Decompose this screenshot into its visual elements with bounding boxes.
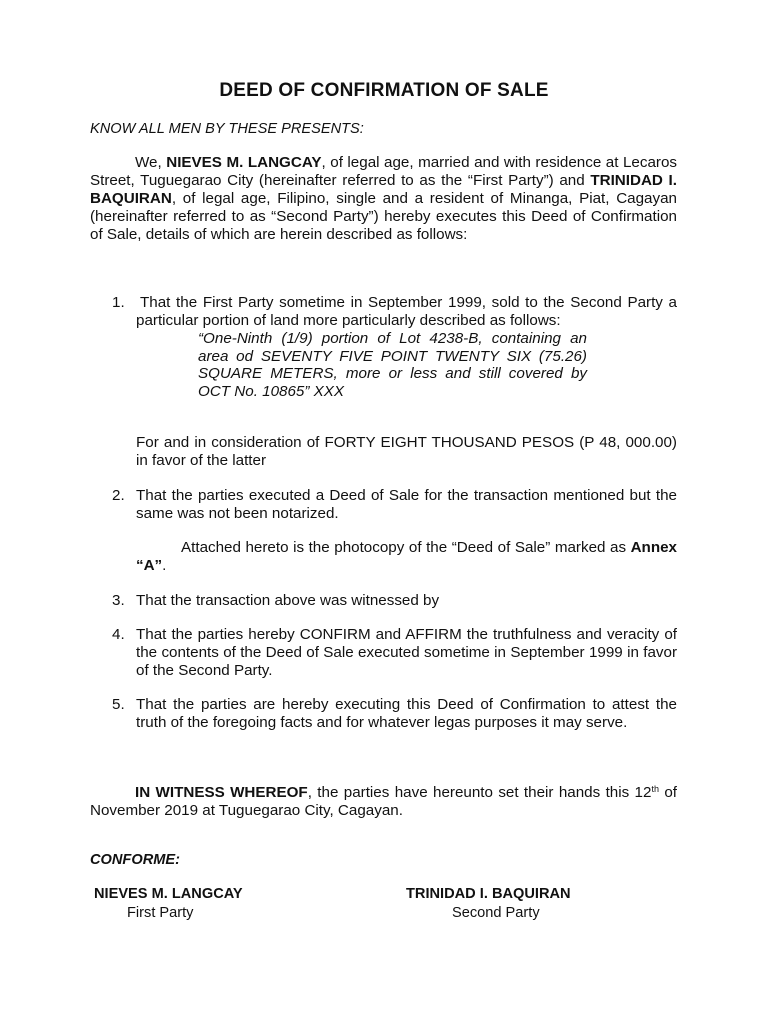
attachment-end: . (162, 557, 167, 574)
item-number: 5. (112, 696, 125, 713)
witness-end: of November 2019 at Tuguegarao City, Cagayan. (90, 784, 678, 819)
intro-text-2: , of legal age, married and with residence at Lecaros Street, Tuguegarao City (hereinafter referred to as the “First Party”) and (90, 154, 677, 189)
item-text: That the parties hereby CONFIRM and AFFIRM the truthfulness and veracity of the contents of the Deed of Sale executed sometime in September 1999 in favor of the Second Party. (136, 626, 677, 679)
list-item-4 (90, 626, 677, 680)
first-party-name: NIEVES M. LANGCAY (166, 154, 322, 171)
witness-lead: IN WITNESS WHEREOF (135, 784, 308, 801)
conforme-label: CONFORME: (90, 852, 180, 868)
second-party-signatory-role: Second Party (452, 905, 540, 921)
document-title: DEED OF CONFIRMATION OF SALE (219, 80, 549, 101)
list-item-5 (90, 696, 677, 732)
first-party-signatory-name: NIEVES M. LANGCAY (94, 886, 243, 902)
item-text: That the First Party sometime in September 1999, sold to the Second Party a particular portion of land more particularly described as follows: (136, 294, 677, 329)
intro-paragraph (90, 154, 677, 244)
second-party-name: TRINIDAD I. BAQUIRAN (90, 172, 677, 207)
item-text: That the parties are hereby executing this Deed of Confirmation to attest the truth of the foregoing facts and for whatever legas purposes it may serve. (136, 696, 677, 731)
intro-text-3: , of legal age, Filipino, single and a resident of Minanga, Piat, Cagayan (hereinafter referred to as “Second Party”) hereby executes this Deed of Confirmation of Sale, details of which are herein described as follows: (90, 190, 677, 243)
second-party-signatory-name: TRINIDAD I. BAQUIRAN (406, 886, 571, 902)
ordinal-suffix: th (651, 784, 659, 794)
intro-text-1: We, (135, 154, 167, 171)
opening-line: KNOW ALL MEN BY THESE PRESENTS: (90, 121, 364, 137)
witness-text: , the parties have hereunto set their hands this 12 (307, 784, 652, 801)
attachment-paragraph (136, 539, 677, 575)
item-number: 1. (112, 294, 125, 311)
annex-label: Annex “A” (136, 539, 677, 574)
consideration-paragraph: For and in consideration of FORTY EIGHT THOUSAND PESOS (P 48, 000.00) in favor of the latter (136, 434, 677, 469)
item-text: That the parties executed a Deed of Sale for the transaction mentioned but the same was not been notarized. (136, 487, 677, 522)
item-text: That the transaction above was witnessed by (136, 592, 440, 609)
item-number: 2. (112, 487, 125, 504)
list-item-2 (90, 487, 677, 523)
item-number: 3. (112, 592, 125, 609)
list-item-1 (90, 294, 677, 400)
witness-paragraph (90, 784, 677, 820)
property-description-quote: “One-Ninth (1/9) portion of Lot 4238-B, containing an area od SEVENTY FIVE POINT TWENTY SIX (75.26) SQUARE METERS, more or less and still covered by OCT No. 10865” XXX (198, 330, 587, 400)
item-number: 4. (112, 626, 125, 643)
attachment-text: Attached hereto is the photocopy of the “Deed of Sale” marked as (181, 539, 631, 556)
first-party-signatory-role: First Party (127, 905, 194, 921)
list-item-3 (90, 592, 677, 610)
